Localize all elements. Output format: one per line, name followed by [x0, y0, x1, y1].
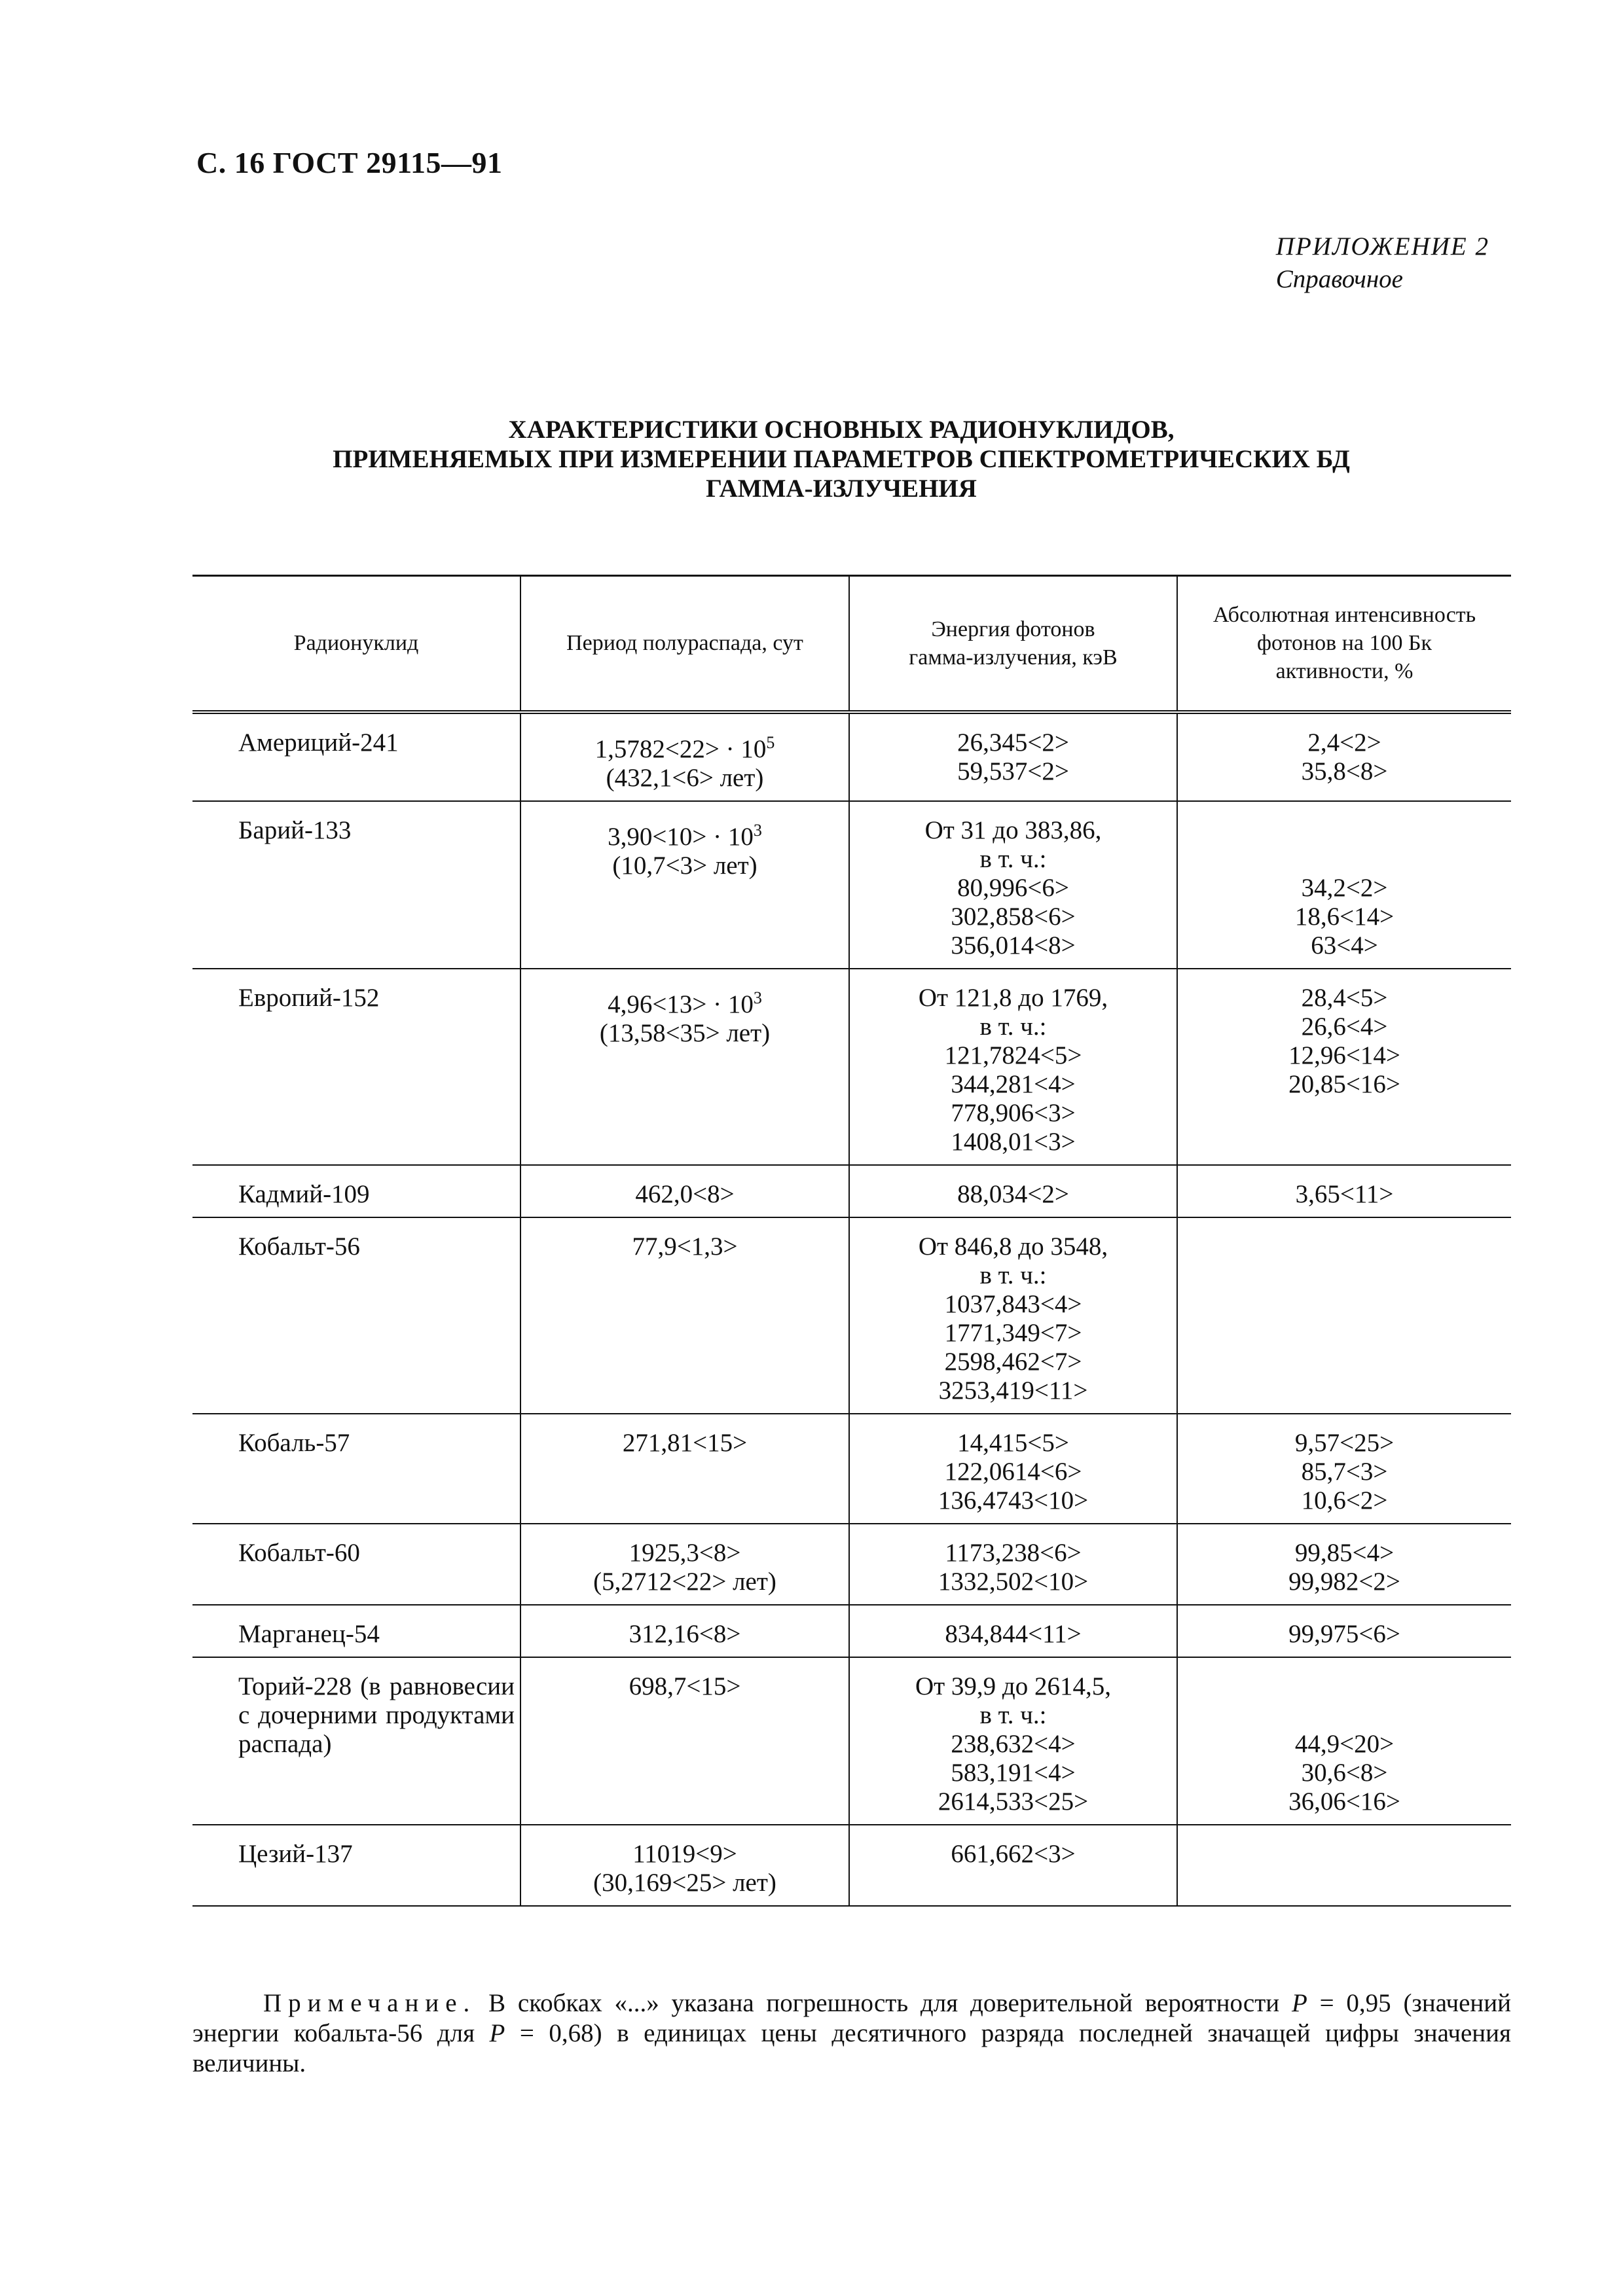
- half-life-value: 3,90<10> · 10: [608, 822, 754, 851]
- intensity-line: 63<4>: [1311, 931, 1378, 960]
- cell-energy: [849, 969, 1177, 1165]
- energy-line: От 31 до 383,86,: [924, 816, 1102, 844]
- cell-energy: [849, 1217, 1177, 1414]
- energy-line: 59,537<2>: [957, 757, 1069, 785]
- energy-line: 2598,462<7>: [944, 1347, 1082, 1376]
- cell-radionuclide: Кобальт-56: [192, 1217, 520, 1414]
- cell-energy: [849, 1657, 1177, 1825]
- half-life-exponent: 3: [753, 820, 762, 840]
- cell-intensity: [1177, 1414, 1511, 1524]
- energy-line: От 121,8 до 1769,: [918, 983, 1108, 1012]
- cell-intensity: [1177, 969, 1511, 1165]
- document-title: [190, 415, 1493, 503]
- cell-half-life: [520, 1605, 849, 1657]
- cell-intensity: [1177, 1605, 1511, 1657]
- cell-intensity: [1177, 1524, 1511, 1605]
- cell-intensity: [1177, 801, 1511, 969]
- energy-line: 26,345<2>: [957, 728, 1069, 757]
- title-line-3: ГАММА-ИЗЛУЧЕНИЯ: [706, 475, 977, 503]
- appendix-label: [1276, 230, 1489, 296]
- energy-line: 661,662<3>: [951, 1839, 1076, 1868]
- half-life-value: 4,96<13> · 10: [608, 990, 754, 1018]
- table-header: [192, 576, 1511, 712]
- header-radionuclide: Радионуклид: [192, 576, 520, 712]
- cell-half-life: [520, 1825, 849, 1906]
- table-row: [192, 969, 1511, 1165]
- table-note: [192, 1988, 1511, 2079]
- cell-radionuclide: Кобаль-57: [192, 1414, 520, 1524]
- cell-intensity: [1177, 712, 1511, 801]
- energy-line: 88,034<2>: [957, 1179, 1069, 1208]
- energy-line: 583,191<4>: [951, 1758, 1076, 1787]
- intensity-line: 99,975<6>: [1288, 1619, 1400, 1648]
- note-var-p2: P: [489, 2019, 505, 2047]
- cell-radionuclide: Европий-152: [192, 969, 520, 1165]
- half-life-value: 1,5782<22> · 10: [594, 734, 767, 763]
- note-text-2: = 0,95 (значений энергии кобальта-56 для: [192, 1989, 1511, 2047]
- cell-radionuclide: Америций-241: [192, 712, 520, 801]
- table-row: [192, 1605, 1511, 1657]
- note-var-p1: P: [1291, 1989, 1307, 2017]
- energy-line: От 846,8 до 3548,: [918, 1232, 1108, 1261]
- cell-radionuclide: Марганец-54: [192, 1605, 520, 1657]
- intensity-line: 99,982<2>: [1288, 1567, 1400, 1596]
- energy-line: 136,4743<10>: [938, 1486, 1089, 1515]
- energy-line: От 39,9 до 2614,5,: [915, 1672, 1112, 1700]
- half-life-years: (30,169<25> лет): [593, 1868, 776, 1897]
- energy-line: 778,906<3>: [951, 1098, 1076, 1127]
- half-life-years: (13,58<35> лет): [599, 1018, 771, 1047]
- intensity-line: 85,7<3>: [1301, 1457, 1388, 1486]
- title-line-1: ХАРАКТЕРИСТИКИ ОСНОВНЫХ РАДИОНУКЛИДОВ,: [508, 416, 1175, 444]
- header-row: [192, 576, 1511, 712]
- intensity-line: 2,4<2>: [1307, 728, 1381, 757]
- header-intensity: Абсолютная интенсивность фотонов на 100 Бк активности, %: [1177, 576, 1511, 712]
- energy-line: 14,415<5>: [957, 1428, 1069, 1457]
- cell-radionuclide: Цезий-137: [192, 1825, 520, 1906]
- cell-radionuclide: Кобальт-60: [192, 1524, 520, 1605]
- energy-line: 122,0614<6>: [944, 1457, 1082, 1486]
- intensity-line: [1186, 845, 1503, 874]
- table-body: [192, 712, 1511, 1906]
- header-energy: Энергия фотонов гамма-излучения, кэВ: [849, 576, 1177, 712]
- intensity-line: 34,2<2>: [1301, 873, 1388, 902]
- half-life-value: 698,7<15>: [629, 1672, 741, 1700]
- intensity-line: 28,4<5>: [1301, 983, 1388, 1012]
- intensity-line: 12,96<14>: [1288, 1041, 1400, 1069]
- cell-energy: [849, 801, 1177, 969]
- half-life-value: 462,0<8>: [635, 1179, 735, 1208]
- table-row: [192, 712, 1511, 801]
- intensity-line: 44,9<20>: [1294, 1729, 1395, 1758]
- half-life-years: (10,7<3> лет): [612, 851, 757, 880]
- header-half-life: Период полураспада, сут: [520, 576, 849, 712]
- energy-line: 1037,843<4>: [944, 1289, 1082, 1318]
- energy-line: в т. ч.:: [979, 1261, 1047, 1289]
- half-life-years: (432,1<6> лет): [606, 763, 764, 792]
- intensity-line: [1186, 1672, 1503, 1701]
- energy-line: 1332,502<10>: [938, 1567, 1089, 1596]
- table-row: [192, 1524, 1511, 1605]
- cell-half-life: [520, 1217, 849, 1414]
- page-header: С. 16 ГОСТ 29115—91: [196, 146, 503, 179]
- cell-intensity: [1177, 1217, 1511, 1414]
- cell-energy: [849, 1524, 1177, 1605]
- intensity-line: 36,06<16>: [1288, 1787, 1400, 1816]
- note-text-1: В скобках «...» указана погрешность для доверительной вероятности: [476, 1989, 1292, 2017]
- appendix-number: ПРИЛОЖЕНИЕ 2: [1275, 232, 1489, 260]
- energy-line: в т. ч.:: [979, 1012, 1047, 1041]
- table-row: [192, 1825, 1511, 1906]
- cell-radionuclide: Торий-228 (в равновесии с дочерними продуктами распада): [192, 1657, 520, 1825]
- energy-line: 2614,533<25>: [938, 1787, 1089, 1816]
- appendix-type: Справочное: [1275, 265, 1403, 293]
- half-life-exponent: 5: [766, 732, 775, 752]
- table-row: [192, 1414, 1511, 1524]
- radionuclide-table-container: [192, 575, 1511, 1907]
- cell-radionuclide: Кадмий-109: [192, 1165, 520, 1217]
- table-row: [192, 1217, 1511, 1414]
- cell-radionuclide: Барий-133: [192, 801, 520, 969]
- energy-line: 302,858<6>: [951, 902, 1076, 931]
- intensity-line: 3,65<11>: [1295, 1179, 1394, 1208]
- note-label: Примечание.: [263, 1989, 477, 2017]
- cell-energy: [849, 1414, 1177, 1524]
- table-row: [192, 801, 1511, 969]
- radionuclide-table: [192, 575, 1511, 1907]
- cell-half-life: [520, 1657, 849, 1825]
- intensity-line: 26,6<4>: [1301, 1012, 1388, 1041]
- energy-line: в т. ч.:: [979, 844, 1047, 873]
- cell-energy: [849, 1825, 1177, 1906]
- half-life-years: (5,2712<22> лет): [593, 1567, 776, 1596]
- half-life-exponent: 3: [753, 988, 762, 1007]
- table-row: [192, 1657, 1511, 1825]
- half-life-value: 1925,3<8>: [629, 1538, 741, 1567]
- half-life-value: 271,81<15>: [622, 1428, 748, 1457]
- cell-energy: [849, 1165, 1177, 1217]
- cell-intensity: [1177, 1825, 1511, 1906]
- cell-energy: [849, 1605, 1177, 1657]
- cell-half-life: [520, 1524, 849, 1605]
- cell-half-life: [520, 969, 849, 1165]
- cell-intensity: [1177, 1165, 1511, 1217]
- intensity-line: 10,6<2>: [1301, 1486, 1388, 1515]
- energy-line: 356,014<8>: [951, 931, 1076, 960]
- intensity-line: 30,6<8>: [1301, 1758, 1388, 1787]
- cell-energy: [849, 712, 1177, 801]
- cell-intensity: [1177, 1657, 1511, 1825]
- cell-half-life: [520, 1414, 849, 1524]
- energy-line: в т. ч.:: [979, 1700, 1047, 1729]
- energy-line: 80,996<6>: [957, 873, 1069, 902]
- energy-line: 1771,349<7>: [944, 1318, 1082, 1347]
- energy-line: 834,844<11>: [945, 1619, 1082, 1648]
- energy-line: 238,632<4>: [951, 1729, 1076, 1758]
- cell-half-life: [520, 801, 849, 969]
- energy-line: 3253,419<11>: [938, 1376, 1088, 1405]
- energy-line: 121,7824<5>: [944, 1041, 1082, 1069]
- intensity-line: 18,6<14>: [1294, 902, 1395, 931]
- intensity-line: 35,8<8>: [1301, 757, 1388, 785]
- intensity-line: 9,57<25>: [1294, 1428, 1395, 1457]
- half-life-value: 11019<9>: [632, 1839, 737, 1868]
- intensity-line: [1186, 816, 1503, 845]
- table-row: [192, 1165, 1511, 1217]
- note-text-3: = 0,68) в единицах цены десятичного разряда последней значащей цифры значения величины.: [192, 2019, 1511, 2077]
- intensity-line: 20,85<16>: [1288, 1069, 1400, 1098]
- title-line-2: ПРИМЕНЯЕМЫХ ПРИ ИЗМЕРЕНИИ ПАРАМЕТРОВ СПЕКТРОМЕТРИЧЕСКИХ БД: [333, 445, 1350, 473]
- energy-line: 1173,238<6>: [945, 1538, 1082, 1567]
- intensity-line: [1186, 1701, 1503, 1730]
- cell-half-life: [520, 712, 849, 801]
- energy-line: 344,281<4>: [951, 1069, 1076, 1098]
- intensity-line: 99,85<4>: [1294, 1538, 1395, 1567]
- half-life-value: 77,9<1,3>: [632, 1232, 738, 1261]
- energy-line: 1408,01<3>: [951, 1127, 1076, 1156]
- cell-half-life: [520, 1165, 849, 1217]
- half-life-value: 312,16<8>: [629, 1619, 741, 1648]
